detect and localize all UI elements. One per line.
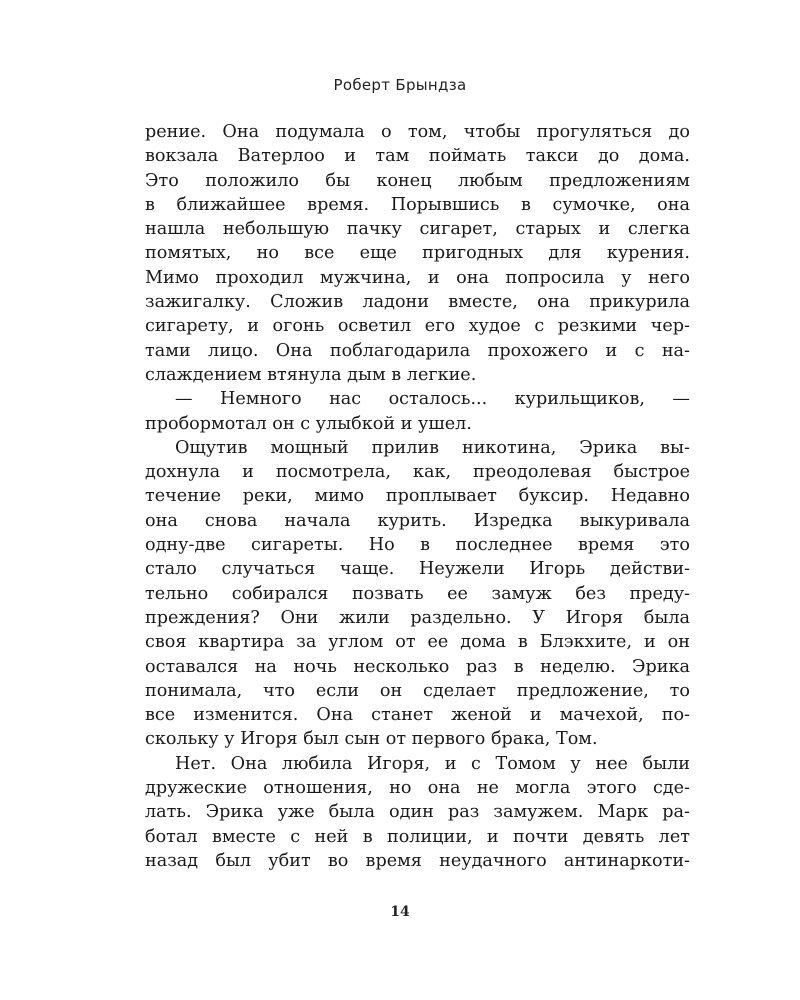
- text-line: вокзала Ватерлоо и там поймать такси до дома.: [145, 146, 690, 167]
- paragraph: [145, 120, 690, 387]
- text-line: в ближайшее время. Порывшись в сумочке, она: [145, 194, 690, 215]
- text-line: зажигалку. Сложив ладони вместе, она прикурила: [145, 292, 690, 313]
- text-line: оставался на ночь несколько раз в неделю. Эрика: [145, 656, 690, 677]
- running-head: Роберт Брындза: [333, 76, 467, 94]
- text-line: помятых, но все еще пригодных для курения.: [145, 243, 690, 264]
- text-line: она снова начала курить. Изредка выкуривала: [145, 510, 690, 531]
- text-line: все изменится. Она станет женой и мачехой, по-: [145, 705, 690, 726]
- paragraph: [145, 436, 690, 752]
- text-line: нашла небольшую пачку сигарет, старых и слегка: [145, 219, 690, 240]
- text-line: Это положило бы конец любым предложениям: [145, 170, 690, 191]
- text-line: назад был убит во время неудачного антинаркоти-: [145, 850, 690, 871]
- text-line: дохнула и посмотрела, как, преодолевая быстрое: [145, 462, 690, 483]
- text-line: тельно собирался позвать ее замуж без преду-: [145, 583, 690, 604]
- text-line: Мимо проходил мужчина, и она попросила у него: [145, 267, 690, 288]
- body-text: [145, 120, 690, 873]
- text-line: лать. Эрика уже была один раз замужем. Марк ра-: [145, 802, 690, 823]
- text-line: скольку у Игоря был сын от первого брака, Том.: [145, 729, 598, 750]
- text-line: сигарету, и огонь осветил его худое с резкими чер-: [145, 316, 690, 337]
- text-line: ботал вместе с ней в полиции, и почти девять лет: [145, 826, 690, 847]
- text-line: Ощутив мощный прилив никотина, Эрика вы-: [175, 437, 690, 458]
- paragraph: [145, 752, 690, 873]
- text-line: пробормотал он с улыбкой и ушел.: [145, 413, 472, 434]
- text-line: Нет. Она любила Игоря, и с Томом у нее были: [175, 753, 690, 774]
- page-number: 14: [390, 904, 410, 920]
- text-line: понимала, что если он сделает предложение, то: [145, 680, 690, 701]
- text-line: слаждением втянула дым в легкие.: [145, 364, 477, 385]
- text-line: преждения? Они жили раздельно. У Игоря была: [145, 607, 690, 628]
- text-line: — Немного нас осталось... курильщиков, —: [175, 389, 690, 410]
- text-line: дружеские отношения, но она не могла этого сде-: [145, 778, 690, 799]
- text-line: стало случаться чаще. Неужели Игорь действи-: [145, 559, 690, 580]
- paragraph: [145, 387, 690, 436]
- text-line: одну-две сигареты. Но в последнее время это: [145, 535, 690, 556]
- text-line: рение. Она подумала о том, чтобы прогуляться до: [145, 122, 690, 142]
- text-line: тами лицо. Она поблагодарила прохожего и с на-: [145, 340, 690, 361]
- text-line: течение реки, мимо проплывает буксир. Недавно: [145, 486, 690, 507]
- text-line: своя квартира за углом от ее дома в Блэкхите, и он: [145, 632, 690, 653]
